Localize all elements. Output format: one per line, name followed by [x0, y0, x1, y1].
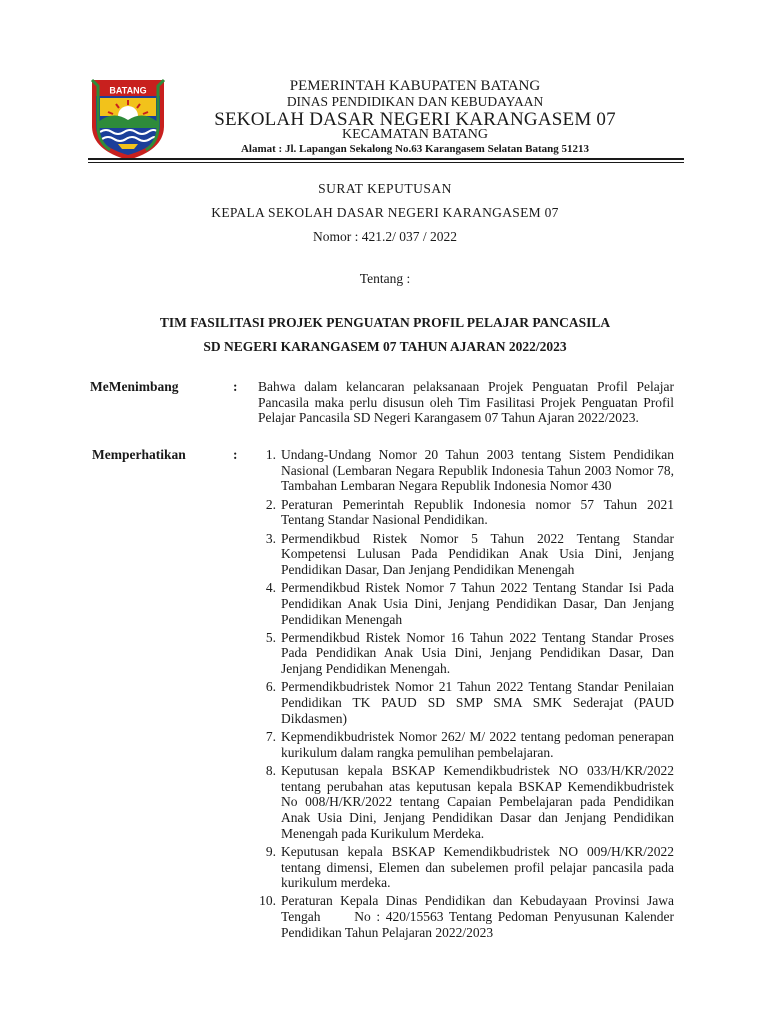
list-item-number: 9. [265, 843, 276, 859]
list-item-text: Kepmendikbudristek Nomor 262/ M/ 2022 tentang pedoman penerapan kurikulum dalam rangka pemulihan pembelajaran. [281, 728, 674, 760]
list-item [258, 763, 674, 842]
subject-line-1: TIM FASILITASI PROJEK PENGUATAN PROFIL PELAJAR PANCASILA [159, 315, 611, 330]
letterhead-district: KECAMATAN BATANG [342, 127, 488, 142]
memperhatikan-list [258, 447, 678, 943]
list-item-text: Keputusan kepala BSKAP Kemendikbudristek NO 009/H/KR/2022 tentang dimensi, Elemen dan subelemen profil pelajar pancasila pada kurikulum merdeka. [281, 843, 674, 891]
list-item [258, 729, 674, 760]
list-item [258, 630, 674, 677]
list-item [258, 497, 674, 528]
list-item-number: 8. [265, 762, 276, 778]
tentang-label: Tentang : [359, 271, 411, 286]
letterhead-government: PEMERINTAH KABUPATEN BATANG [289, 78, 541, 94]
list-item [258, 447, 674, 494]
document-type: SURAT KEPUTUSAN [318, 181, 452, 196]
list-item-number: 4. [265, 580, 276, 596]
list-item [258, 531, 674, 578]
list-item-number: 5. [265, 629, 276, 645]
list-item-number: 3. [265, 530, 276, 546]
list-item-text: Permendikbud Ristek Nomor 7 Tahun 2022 Tentang Standar Isi Pada Pendidikan Anak Usia Dini, Jenjang Pendidikan Dasar, Dan Jenjang Pendidikan Menengah [281, 580, 674, 627]
list-item-number: 7. [265, 728, 276, 744]
list-item-number: 1. [265, 447, 276, 462]
menimbang-label: MeMenimbang [90, 379, 179, 394]
list-item-number: 10. [259, 893, 276, 909]
batang-regency-logo [88, 76, 168, 162]
menimbang-text: Bahwa dalam kelancaran pelaksanaan Projek Penguatan Profil Pelajar Pancasila maka perlu disusun oleh Tim Fasilitasi Projek Penguatan Profil Pelajar Pancasila SD Negeri Karangasem 07 Tahun Ajaran 2022/2023. [258, 379, 674, 426]
letterhead-divider-thick [88, 158, 684, 160]
document-number: Nomor : 421.2/ 037 / 2022 [313, 229, 457, 244]
logo-text: BATANG [109, 85, 147, 96]
list-item-text: Permendikbud Ristek Nomor 5 Tahun 2022 Tentang Standar Kompetensi Lulusan Pada Pendidikan Anak Usia Dini, Jenjang Pendidikan Dasar, Dan Jenjang Pendidikan Menengah [281, 530, 674, 577]
list-item-number: 6. [265, 679, 276, 695]
letterhead-address: Alamat : Jl. Lapangan Sekalong No.63 Karangasem Selatan Batang 51213 [240, 143, 590, 155]
list-item [258, 580, 674, 627]
list-item-number: 2. [265, 496, 276, 512]
list-item-text: Keputusan kepala BSKAP Kemendikbudristek NO 033/H/KR/2022 tentang perubahan atas keputusan kepala BSKAP Kemendikbudristek No 008/H/KR/2022 tentang Capaian Pembelajaran pada Pendidikan Anak Usia Dini, Jenjang Pendidikan Dasar dan Jenjang Pendidikan Menengah pada Kurikulum Merdeka. [281, 762, 674, 841]
memperhatikan-colon: : [233, 447, 238, 462]
subject-line-2: SD NEGERI KARANGASEM 07 TAHUN AJARAN 2022/2023 [203, 339, 567, 354]
list-item [258, 844, 674, 891]
list-item [258, 679, 674, 726]
letterhead-divider-thin [88, 162, 684, 163]
list-item-text: Peraturan Pemerintah Republik Indonesia nomor 57 Tahun 2021 Tentang Standar Nasional Pendidikan. [281, 496, 674, 528]
document-issuer: KEPALA SEKOLAH DASAR NEGERI KARANGASEM 07 [211, 205, 559, 220]
list-item [258, 893, 678, 940]
list-item-text: Permendikbudristek Nomor 21 Tahun 2022 Tentang Standar Penilaian Pendidikan TK PAUD SD SMP SMA SMK Sederajat (PAUD Dikdasmen) [281, 679, 674, 726]
menimbang-colon: : [233, 379, 238, 394]
letterhead-school-name: SEKOLAH DASAR NEGERI KARANGASEM 07 [214, 109, 616, 130]
list-item-text: Undang-Undang Nomor 20 Tahun 2003 tentang Sistem Pendidikan Nasional (Lembaran Negara Republik Indonesia Tahun 2003 Nomor 78, Tambahan Lembaran Negara Republik Indonesia Nomor 430 [281, 447, 674, 494]
memperhatikan-label: Memperhatikan [92, 447, 186, 462]
list-item-text: Permendikbud Ristek Nomor 16 Tahun 2022 Tentang Standar Proses Pada Pendidikan Anak Usia Dini, Jenjang Pendidikan Dasar, Dan Jenjang Pendidikan Menengah. [281, 629, 674, 677]
letterhead-department: DINAS PENDIDIKAN DAN KEBUDAYAAN [286, 94, 544, 109]
list-item-text: Peraturan Kepala Dinas Pendidikan dan Kebudayaan Provinsi Jawa Tengah No : 420/15563 Tentang Pedoman Penyusunan Kalender Pendidikan Tahun Pelajaran 2022/2023 [281, 893, 678, 940]
